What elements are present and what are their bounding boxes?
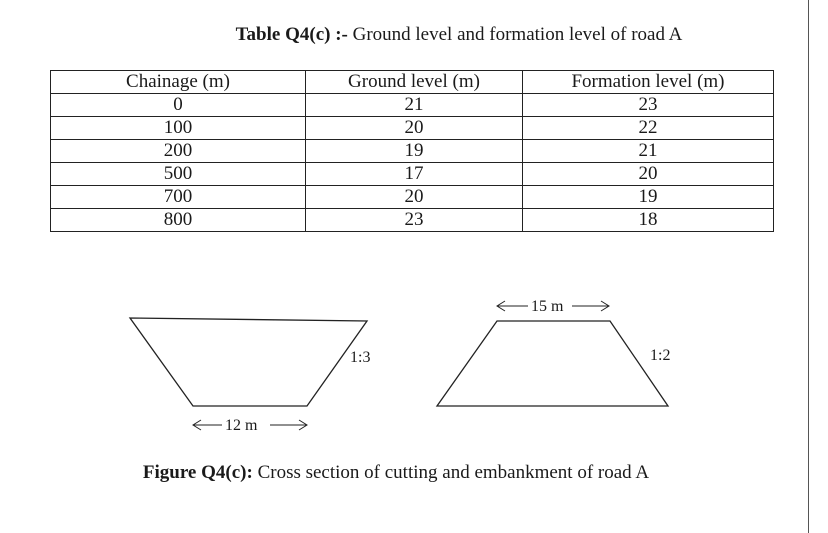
table-header-row bbox=[51, 71, 774, 94]
cutting-trapezoid bbox=[130, 318, 367, 406]
cell-ground-level: 17 bbox=[306, 163, 523, 186]
cell-formation-level: 19 bbox=[523, 186, 774, 209]
figure-caption bbox=[0, 462, 828, 484]
levels-table bbox=[50, 70, 774, 232]
cell-ground-level: 23 bbox=[306, 209, 523, 232]
cell-chainage: 0 bbox=[51, 94, 306, 117]
arrowhead-right bbox=[601, 301, 609, 311]
table-caption-text: Ground level and formation level of road A bbox=[347, 24, 683, 45]
figure-caption-label: Figure Q4(c): bbox=[142, 462, 253, 483]
table-row bbox=[51, 209, 774, 232]
header-formation-level: Formation level (m) bbox=[523, 71, 774, 94]
cell-chainage: 500 bbox=[51, 163, 306, 186]
cell-ground-level: 20 bbox=[306, 186, 523, 209]
embankment-trapezoid bbox=[437, 321, 671, 406]
cell-chainage: 200 bbox=[51, 140, 306, 163]
table-row bbox=[51, 140, 774, 163]
arrowhead-right bbox=[299, 420, 307, 430]
cell-chainage: 800 bbox=[51, 209, 306, 232]
figure-caption-text: Cross section of cutting and embankment of road A bbox=[252, 462, 650, 483]
table-caption-label: Table Q4(c) :- bbox=[235, 24, 348, 45]
cell-ground-level: 20 bbox=[306, 117, 523, 140]
embankment-top-width-label: 15 m bbox=[531, 298, 564, 315]
embankment-slope-label: 1:2 bbox=[650, 347, 671, 364]
cell-formation-level: 21 bbox=[523, 140, 774, 163]
cutting-slope-label: 1:3 bbox=[350, 349, 371, 366]
cell-formation-level: 20 bbox=[523, 163, 774, 186]
arrowhead-left bbox=[497, 301, 505, 311]
cell-formation-level: 23 bbox=[523, 94, 774, 117]
table-caption bbox=[0, 24, 828, 46]
cutting-cross-section bbox=[130, 318, 370, 434]
table-row bbox=[51, 186, 774, 209]
arrowhead-left bbox=[193, 420, 201, 430]
cutting-base-dimension bbox=[193, 417, 307, 434]
table-row bbox=[51, 94, 774, 117]
cell-formation-level: 18 bbox=[523, 209, 774, 232]
page-margin-rule bbox=[808, 0, 809, 533]
cutting-base-width-label: 12 m bbox=[225, 417, 258, 434]
embankment-cross-section bbox=[437, 298, 670, 406]
embankment-top-dimension bbox=[497, 298, 609, 315]
cell-ground-level: 21 bbox=[306, 94, 523, 117]
table-row bbox=[51, 163, 774, 186]
table-row bbox=[51, 117, 774, 140]
cell-ground-level: 19 bbox=[306, 140, 523, 163]
cell-chainage: 700 bbox=[51, 186, 306, 209]
header-chainage: Chainage (m) bbox=[51, 71, 306, 94]
header-ground-level: Ground level (m) bbox=[306, 71, 523, 94]
cell-chainage: 100 bbox=[51, 117, 306, 140]
cell-formation-level: 22 bbox=[523, 117, 774, 140]
